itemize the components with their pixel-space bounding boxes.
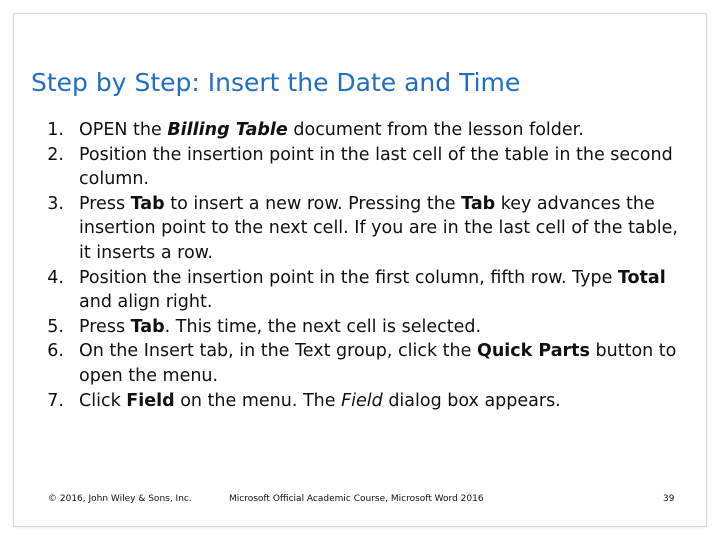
- step-text-run: Press: [79, 316, 131, 337]
- step-item: [16, 389, 684, 414]
- step-text-run: On the Insert tab, in the Text group, click the: [79, 341, 477, 362]
- field-command-label: Field: [126, 390, 175, 411]
- step-item: [16, 339, 684, 388]
- step-text-run: . This time, the next cell is selected.: [164, 316, 482, 337]
- step-text-run: to insert a new row. Pressing the: [164, 193, 462, 214]
- step-text-run: OPEN the: [79, 120, 168, 140]
- step-number: 4.: [47, 267, 64, 288]
- step-text-run: Click: [79, 390, 127, 411]
- typed-text-label: Total: [617, 267, 666, 288]
- page-number: 39: [663, 494, 675, 504]
- step-text-run: and align right.: [79, 292, 213, 313]
- step-text-run: Press: [79, 193, 131, 214]
- step-item: [16, 315, 684, 340]
- steps-list: [16, 118, 684, 413]
- footer-course: Microsoft Official Academic Course, Microsoft Word 2016: [229, 494, 484, 504]
- step-number: 7.: [47, 390, 64, 411]
- step-text-run: document from the lesson folder.: [287, 120, 584, 140]
- step-number: 2.: [47, 144, 64, 165]
- step-item: [16, 143, 684, 192]
- step-item: [16, 266, 684, 315]
- step-number: 1.: [47, 120, 64, 140]
- step-text-run: button to open the menu.: [79, 341, 677, 386]
- slide-title: Step by Step: Insert the Date and Time: [31, 68, 521, 97]
- field-dialog-label: Field: [341, 390, 383, 411]
- step-text-run: dialog box appears.: [382, 390, 561, 411]
- step-number: 6.: [47, 341, 64, 362]
- tab-key-label: Tab: [130, 316, 165, 337]
- tab-key-label: Tab: [461, 193, 496, 214]
- step-number: 3.: [47, 193, 64, 214]
- quick-parts-label: Quick Parts: [476, 341, 590, 362]
- step-number: 5.: [47, 316, 64, 337]
- step-text-run: on the menu. The: [174, 390, 342, 411]
- tab-key-label: Tab: [130, 193, 165, 214]
- footer-copyright: © 2016, John Wiley & Sons, Inc.: [48, 494, 192, 504]
- step-item: [16, 118, 684, 143]
- step-text-run: key advances the insertion point to the next cell. If you are in the last cell of the table, it inserts a row.: [79, 193, 678, 263]
- step-item: [16, 192, 684, 266]
- step-text-run: Position the insertion point in the last cell of the table in the second column.: [79, 144, 673, 190]
- document-name: Billing Table: [167, 120, 288, 140]
- step-text-run: Position the insertion point in the first column, fifth row. Type: [79, 267, 618, 288]
